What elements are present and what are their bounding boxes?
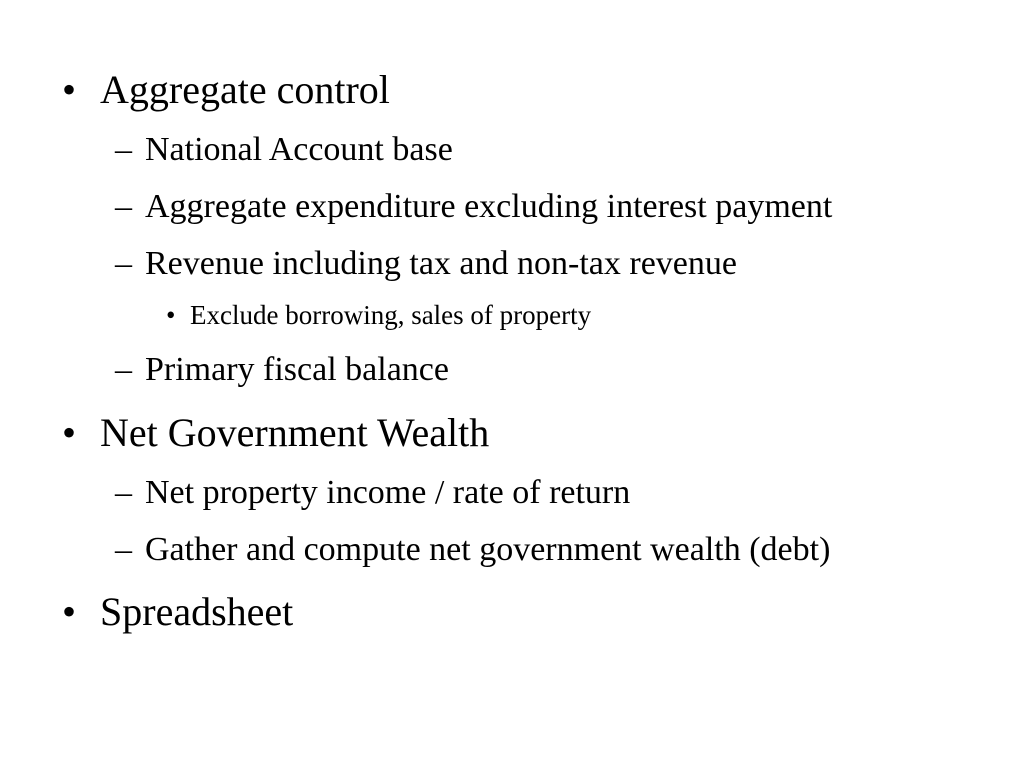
sub-bullet-item — [0, 190, 1024, 224]
bullet-item — [0, 410, 1024, 455]
bullet-item — [0, 589, 1024, 634]
bullet-marker: • — [62, 67, 77, 112]
bullet-text: Net Government Wealth — [100, 410, 490, 455]
dash-marker: – — [115, 188, 132, 225]
dash-marker: – — [115, 245, 132, 282]
bullet-item — [0, 67, 1024, 112]
sub-sub-bullet-text: Exclude borrowing, sales of property — [190, 300, 592, 330]
bullet-marker: • — [62, 589, 77, 634]
dash-marker: – — [115, 131, 132, 168]
sub-bullet-text: National Account base — [145, 131, 453, 168]
bullet-marker: • — [166, 300, 176, 330]
sub-bullet-text: Net property income / rate of return — [145, 474, 631, 511]
sub-sub-bullet-item — [0, 302, 1024, 329]
sub-bullet-item — [0, 476, 1024, 510]
sub-bullet-text: Gather and compute net government wealth (debt) — [145, 531, 831, 568]
sub-bullet-text: Revenue including tax and non-tax revenue — [145, 245, 737, 282]
bullet-text: Spreadsheet — [100, 589, 294, 634]
sub-bullet-item — [0, 533, 1024, 567]
dash-marker: – — [115, 474, 132, 511]
bullet-text: Aggregate control — [100, 67, 390, 112]
sub-bullet-item — [0, 133, 1024, 167]
dash-marker: – — [115, 351, 132, 388]
sub-bullet-item — [0, 353, 1024, 387]
dash-marker: – — [115, 531, 132, 568]
sub-bullet-text: Aggregate expenditure excluding interest payment — [145, 188, 833, 225]
sub-bullet-item — [0, 247, 1024, 281]
sub-bullet-text: Primary fiscal balance — [145, 351, 449, 388]
bullet-marker: • — [62, 410, 77, 455]
